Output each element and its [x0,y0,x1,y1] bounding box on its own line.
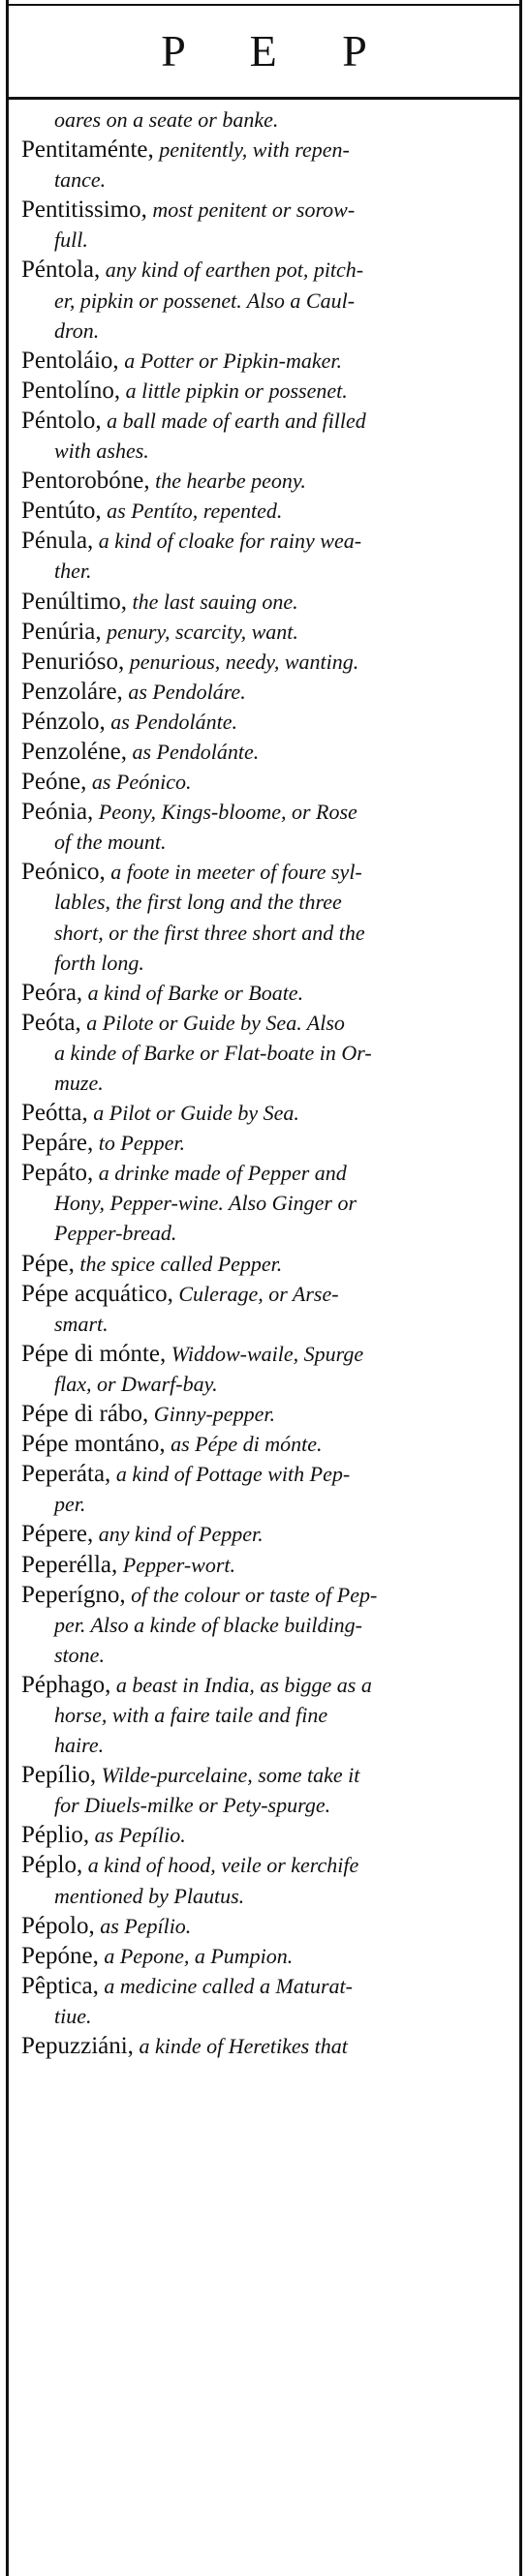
headword: Péntolo, [21,407,102,434]
entry-continuation-line [21,1188,510,1218]
entry-line [21,1279,510,1309]
headword: Pentoláio, [21,347,119,374]
definition-text: muze. [54,1071,104,1095]
entry-line [21,1670,510,1700]
headword: Péplio, [21,1822,90,1849]
definition-text: as Pendoláre. [122,679,246,704]
definition-text: Wilde-purcelaine, some take it [96,1763,360,1788]
entry-continuation-line [21,165,510,195]
headword: Péplo, [21,1852,83,1879]
definition-text: ther. [54,559,92,584]
header-rule [9,97,519,100]
definition-text: to Pepper. [93,1131,185,1156]
definition-text: oares on a seate or banke. [54,107,279,132]
entry-line [21,797,510,827]
definition-text: smart. [54,1311,109,1336]
definition-text: penitently, with repen- [153,137,350,163]
headword: Pepáto, [21,1160,94,1187]
headword: Peperélla, [21,1551,118,1578]
entry-line [21,1911,510,1941]
entry-continuation-line [21,918,510,948]
headword: Pepáre, [21,1130,94,1157]
definition-text: as Pendolánte. [105,709,238,734]
entry-continuation-line [21,105,510,135]
headword: Pénula, [21,528,94,555]
headword: Pépe, [21,1250,75,1277]
entry-line [21,135,510,165]
entry-continuation-line [21,948,510,978]
definition-text: dron. [54,318,100,343]
running-head: P E P [161,26,394,76]
entry-line [21,1098,510,1128]
definition-text: Culerage, or Arse- [172,1281,339,1306]
headword: Penurióso, [21,648,125,675]
definition-text: as Pepílio. [94,1913,192,1938]
headword: Pentolíno, [21,377,121,404]
entry-line [21,767,510,797]
entry-line [21,1519,510,1549]
entry-continuation-line [21,1790,510,1820]
headword: Péntola, [21,257,101,284]
definition-text: with ashes. [54,439,149,464]
entry-line [21,647,510,677]
headword: Peótta, [21,1100,88,1127]
definition-text: a Potter or Pipkin-maker. [118,348,343,373]
entry-continuation-line [21,436,510,466]
definition-text: a medicine called a Maturat- [98,1973,353,1998]
left-border-rule [6,0,9,2576]
entry-line [21,677,510,707]
entry-line [21,1971,510,2001]
definition-text: a beast in India, as bigge as a [110,1672,372,1697]
definition-text: tiue. [54,2003,92,2028]
definition-text: haire. [54,1733,105,1758]
entry-line [21,1550,510,1580]
entry-line [21,346,510,376]
definition-text: Peony, Kings-bloome, or Rose [93,800,357,825]
definition-text: a kinde of Barke or Flat-boate in Or- [54,1040,372,1065]
entry-line [21,857,510,887]
entry-continuation-line [21,1700,510,1730]
entry-continuation-line [21,827,510,857]
definition-text: mentioned by Plautus. [54,1883,245,1908]
definition-text: a kind of Barke or Boate. [82,980,304,1005]
definition-text: the last sauing one. [127,589,298,614]
entry-continuation-line [21,1881,510,1911]
headword: Peóra, [21,979,83,1006]
right-border-rule [519,0,522,2576]
entry-line [21,1429,510,1459]
definition-text: as Pendolánte. [126,739,260,764]
definition-text: a kind of cloake for rainy wea- [93,529,362,554]
headword: Pepóne, [21,1942,99,1969]
definition-text: as Pepílio. [89,1823,186,1848]
definition-text: per. [54,1492,86,1517]
definition-text: a Pilot or Guide by Sea. [87,1101,299,1126]
headword: Pépe di mónte, [21,1340,167,1367]
headword: Penzoláre, [21,678,123,705]
definition-text: Ginny-pepper. [148,1402,275,1427]
headword: Pentitaménte, [21,136,154,164]
headword: Péphago, [21,1671,111,1698]
headword: Pénzolo, [21,708,106,735]
entry-continuation-line [21,1640,510,1670]
entry-line [21,1760,510,1790]
definition-text: any kind of earthen pot, pitch- [100,258,364,283]
definition-text: penurious, needy, wanting. [124,649,359,674]
entry-continuation-line [21,286,510,316]
definition-text: as Pentíto, repented. [101,499,283,524]
definition-text: for Diuels-milke or Pety-spurge. [54,1793,331,1818]
entry-continuation-line [21,1309,510,1339]
entry-line [21,707,510,737]
entry-line [21,1820,510,1850]
entry-line [21,1249,510,1279]
entry-line [21,1339,510,1369]
entries-column [21,105,510,2061]
entry-line [21,376,510,406]
definition-text: a drinke made of Pepper and [93,1161,347,1186]
headword: Penúltimo, [21,588,128,615]
entry-line [21,1399,510,1429]
definition-text: a Pilote or Guide by Sea. Also [80,1010,345,1035]
entry-continuation-line [21,316,510,346]
headword: Peónia, [21,799,94,826]
definition-text: tance. [54,167,107,193]
definition-text: Pepper-bread. [54,1221,177,1246]
entry-continuation-line [21,2001,510,2031]
definition-text: a Pepone, a Pumpion. [98,1943,294,1968]
entry-line [21,526,510,556]
headword: Peóne, [21,769,87,796]
definition-text: Pepper-wort. [117,1552,236,1577]
definition-text: of the colour or taste of Pep- [125,1582,378,1607]
entry-line [21,587,510,617]
definition-text: the spice called Pepper. [74,1251,283,1276]
definition-text: a kind of Pottage with Pep- [110,1462,351,1487]
headword: Penzoléne, [21,738,127,765]
headword: Pentitissimo, [21,197,147,224]
entry-line [21,1459,510,1489]
headword: Pepílio, [21,1762,97,1789]
definition-text: per. Also a kinde of blacke building- [54,1612,362,1637]
headword: Pépere, [21,1521,94,1548]
entry-line [21,255,510,285]
definition-text: a little pipkin or possenet. [120,378,348,403]
definition-text: a ball made of earth and filled [101,408,366,433]
entry-continuation-line [21,1730,510,1760]
entry-continuation-line [21,556,510,586]
definition-text: as Pépe di mónte. [165,1432,323,1457]
definition-text: as Peónico. [86,770,192,795]
definition-text: horse, with a faire taile and fine [54,1702,328,1727]
definition-text: forth long. [54,950,144,975]
definition-text: flax, or Dwarf-bay. [54,1371,218,1396]
entry-line [21,1008,510,1038]
entry-continuation-line [21,1369,510,1399]
definition-text: Hony, Pepper-wine. Also Ginger or [54,1191,357,1216]
definition-text: a foote in meeter of foure syl- [105,860,362,885]
headword: Peperáta, [21,1461,111,1488]
entry-line [21,1941,510,1971]
definition-text: full. [54,227,88,253]
definition-text: short, or the first three short and the [54,920,365,945]
headword: Peóta, [21,1009,81,1036]
entry-continuation-line [21,225,510,255]
top-rule [6,4,522,6]
definition-text: any kind of Pepper. [93,1522,264,1547]
definition-text: penury, scarcity, want. [101,619,298,644]
definition-text: a kind of hood, veile or kerchife [82,1853,359,1878]
headword: Pépe di rábo, [21,1401,149,1428]
headword: Pentorobóne, [21,468,150,495]
entry-line [21,1158,510,1188]
entry-continuation-line [21,1068,510,1098]
entry-line [21,1580,510,1610]
headword: Pentúto, [21,498,102,525]
entry-continuation-line [21,887,510,917]
definition-text: lables, the first long and the three [54,890,342,915]
entry-line [21,978,510,1008]
entry-line [21,1128,510,1158]
headword: Pepuzziáni, [21,2033,134,2059]
headword: Pêptica, [21,1972,99,1999]
definition-text: Widdow-waile, Spurge [166,1341,364,1366]
entry-line [21,195,510,225]
entry-line [21,406,510,436]
headword: Peperígno, [21,1581,126,1608]
entry-line [21,496,510,526]
definition-text: stone. [54,1642,105,1667]
headword: Pépe acquático, [21,1280,173,1307]
definition-text: of the mount. [54,830,167,855]
headword: Penúria, [21,618,102,645]
entry-line [21,2031,510,2061]
headword: Peónico, [21,859,106,886]
entry-line [21,466,510,496]
entry-line [21,617,510,647]
entry-continuation-line [21,1610,510,1640]
definition-text: er, pipkin or possenet. Also a Caul- [54,288,356,313]
definition-text: the hearbe peony. [149,469,306,494]
entry-continuation-line [21,1489,510,1519]
entry-line [21,737,510,767]
headword: Pépe montáno, [21,1431,166,1458]
definition-text: most penitent or sorow- [146,197,356,223]
entry-line [21,1850,510,1880]
headword: Pépolo, [21,1912,95,1939]
definition-text: a kinde of Heretikes that [133,2034,348,2058]
entry-continuation-line [21,1038,510,1068]
entry-continuation-line [21,1218,510,1248]
